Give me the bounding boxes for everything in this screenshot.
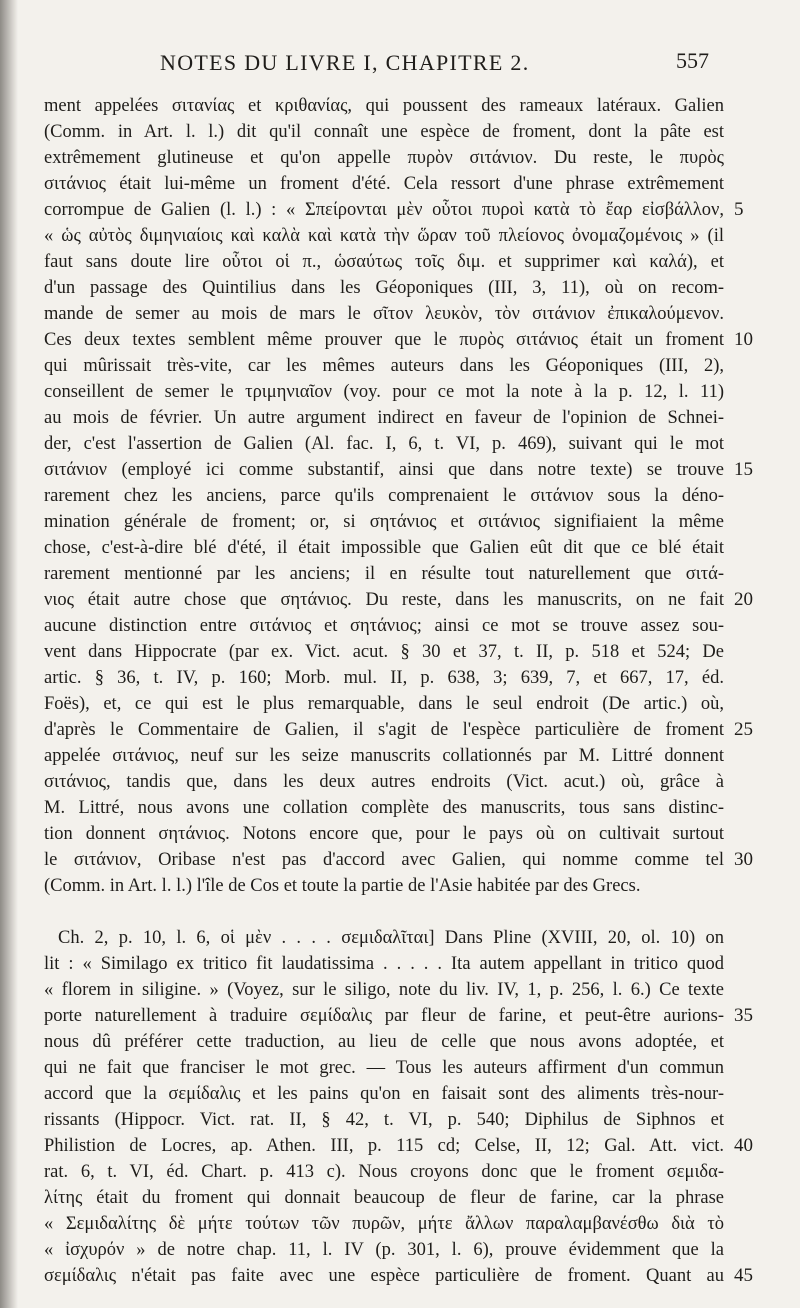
text-line [44,1055,724,1081]
line-text: Ch. 2, p. 10, l. 6, οἱ μὲν . . . . σεμιδαλῖται] Dans Pline (XVIII, 20, ol. 10) on [58,928,724,948]
text-line [44,1029,724,1055]
line-text: nous dû préférer cette traduction, au lieu de celle que nous avons adoptée, et [44,1032,724,1052]
running-head [0,50,800,80]
running-title: NOTES DU LIVRE I, CHAPITRE 2. [160,50,530,75]
paragraph-gap [44,899,724,925]
line-text: mande de semer au mois de mars le σῖτον λευκὸν, τὸν σιτάνιον ἐπικαλούμενον. [44,304,724,324]
line-text: corrompue de Galien (l. l.) : « Σπείρονται μὲν οὗτοι πυροὶ κατὰ τὸ ἔαρ εἰσβάλλον, [44,200,724,220]
text-line [44,275,724,301]
line-text: d'un passage des Quintilius dans les Géoponiques (III, 3, 11), où on recom- [44,278,724,298]
line-text: chose, c'est-à-dire blé d'été, il était impossible que Galien eût dit que ce blé était [44,538,724,558]
line-text: « ἰσχυρόν » de notre chap. 11, l. IV (p. 301, l. 6), prouve évidemment que la [44,1240,724,1260]
line-text: der, c'est l'assertion de Galien (Al. fac. I, 6, t. VI, p. 469), suivant qui le mot [44,434,724,454]
text-line [44,1081,724,1107]
line-text: « Σεμιδαλίτης δὲ μήτε τούτων τῶν πυρῶν, μήτε ἄλλων παραλαμβανέσθω διὰ τὸ [44,1214,724,1234]
line-text: le σιτάνιον, Oribase n'est pas d'accord avec Galien, qui nomme comme tel [44,850,724,870]
line-text: mination générale de froment; or, si σητάνιος et σιτάνιος signifiaient la même [44,512,724,532]
line-text: porte naturellement à traduire σεμίδαλις par fleur de farine, et peut-être aurions- [44,1006,724,1026]
line-number: 40 [734,1135,753,1156]
line-text: accord que la σεμίδαλις et les pains qu'on en faisait sont des aliments très-nour- [44,1084,724,1104]
text-line [44,717,753,743]
line-text: rarement chez les anciens, parce qu'ils comprenaient le σιτάνιον sous la déno- [44,486,724,506]
text-line [44,795,724,821]
text-line [44,119,724,145]
text-line [44,873,724,899]
line-text: tion donnent σητάνιος. Notons encore que, pour le pays où on cultivait surtout [44,824,724,844]
line-text: ment appelées σιτανίας et κριθανίας, qui poussent des rameaux latéraux. Galien [44,96,724,116]
text-line [44,405,724,431]
text-line [44,1133,753,1159]
line-text: extrêmement glutineuse et qu'on appelle πυρὸν σιτάνιον. Du reste, le πυρὸς [44,148,724,168]
text-line [44,1211,724,1237]
notes-text-body [44,93,753,1289]
line-text: σιτάνιον (employé ici comme substantif, ainsi que dans notre texte) se trouve [44,460,724,480]
line-text: appelée σιτάνιος, neuf sur les seize manuscrits collationnés par M. Littré donnent [44,746,724,766]
line-number: 25 [734,719,753,740]
line-number: 20 [734,589,753,610]
text-line [44,587,753,613]
line-text: d'après le Commentaire de Galien, il s'agit de l'espèce particulière de froment [44,720,724,740]
text-line [44,93,724,119]
page-number: 557 [676,48,709,73]
line-text: vent dans Hippocrate (par ex. Vict. acut. § 30 et 37, t. II, p. 518 et 524; De [44,642,724,662]
text-line [44,145,724,171]
text-line [44,847,753,873]
text-line [44,1263,753,1289]
line-text: aucune distinction entre σιτάνιος et σητάνιος; ainsi ce mot se trouve assez sou- [44,616,724,636]
line-text: artic. § 36, t. IV, p. 160; Morb. mul. II, p. 638, 3; 639, 7, et 667, 17, éd. [44,668,724,688]
line-number: 5 [734,199,744,220]
text-line [44,197,744,223]
line-text: νιος était autre chose que σητάνιος. Du reste, dans les manuscrits, on ne fait [44,590,724,610]
line-text: lit : « Similago ex tritico fit laudatissima . . . . . Ita autem appellant in tritico quod [44,954,724,974]
text-line [44,249,724,275]
line-text: M. Littré, nous avons une collation complète des manuscrits, tous sans distinc- [44,798,724,818]
line-number: 45 [734,1265,753,1286]
text-line [44,977,724,1003]
text-line [44,431,724,457]
text-line [44,665,724,691]
line-text: « florem in siligine. » (Voyez, sur le siligo, note du liv. IV, 1, p. 256, l. 6.) Ce texte [44,980,724,1000]
text-line [44,223,724,249]
text-line [44,483,724,509]
line-text: σεμίδαλις n'était pas faite avec une espèce particulière de froment. Quant au [44,1266,724,1286]
text-line [44,821,724,847]
text-line [44,1107,724,1133]
text-line [44,353,724,379]
line-text: qui ne fait que franciser le mot grec. — Tous les auteurs affirment d'un commun [44,1058,724,1078]
line-text: Ces deux textes semblent même prouver que le πυρὸς σιτάνιος était un froment [44,330,724,350]
line-text: Foës), et, ce qui est le plus remarquable, dans le seul endroit (De artic.) où, [44,694,724,714]
line-text: (Comm. in Art. l. l.) dit qu'il connaît une espèce de froment, dont la pâte est [44,122,724,142]
line-text: σιτάνιος était lui-même un froment d'été. Cela ressort d'une phrase extrêmement [44,174,724,194]
text-line [44,509,724,535]
line-text: (Comm. in Art. l. l.) l'île de Cos et toute la partie de l'Asie habitée par des Grecs. [44,876,641,896]
text-line [44,613,724,639]
line-text: λίτης était du froment qui donnait beaucoup de fleur de farine, car la phrase [44,1188,724,1208]
page-spine-shadow [0,0,18,1308]
line-text: Philistion de Locres, ap. Athen. III, p. 115 cd; Celse, II, 12; Gal. Att. vict. [44,1136,724,1156]
text-line [44,327,753,353]
line-number: 10 [734,329,753,350]
text-line [44,561,724,587]
line-text: faut sans doute lire οὗτοι οἱ π., ὡσαύτως τοῖς διμ. et supprimer καὶ καλά), et [44,252,724,272]
text-line [44,691,724,717]
text-line [44,535,724,561]
line-text: rarement mentionné par les anciens; il en résulte tout naturellement que σιτά- [44,564,724,584]
text-line [44,951,724,977]
line-number: 15 [734,459,753,480]
line-number: 35 [734,1005,753,1026]
line-text: σιτάνιος, tandis que, dans les deux autres endroits (Vict. acut.) où, grâce à [44,772,724,792]
text-line [44,457,753,483]
line-text: au mois de février. Un autre argument indirect en faveur de l'opinion de Schnei- [44,408,724,428]
text-line [44,743,724,769]
text-line [44,379,724,405]
text-line [44,171,724,197]
line-text: rat. 6, t. VI, éd. Chart. p. 413 c). Nous croyons donc que le froment σεμιδα- [44,1162,724,1182]
line-text: rissants (Hippocr. Vict. rat. II, § 42, t. VI, p. 540; Diphilus de Siphnos et [44,1110,724,1130]
text-line [44,769,724,795]
line-text: qui mûrissait très-vite, car les mêmes auteurs dans les Géoponiques (III, 2), [44,356,724,376]
text-line [44,301,724,327]
line-text: « ὡς αὐτὸς διμηνιαίοις καὶ καλὰ καὶ κατὰ τὴν ὥραν τοῦ πλείονος ὀνομαζομένοις » (il [44,226,724,246]
text-line [44,1003,753,1029]
line-text: conseillent de semer le τριμηνιαῖον (voy. pour ce mot la note à la p. 12, l. 11) [44,382,724,402]
line-number: 30 [734,849,753,870]
text-line [44,1237,724,1263]
text-line [44,639,724,665]
text-line [44,1185,724,1211]
text-line [44,1159,724,1185]
text-line [44,925,724,951]
